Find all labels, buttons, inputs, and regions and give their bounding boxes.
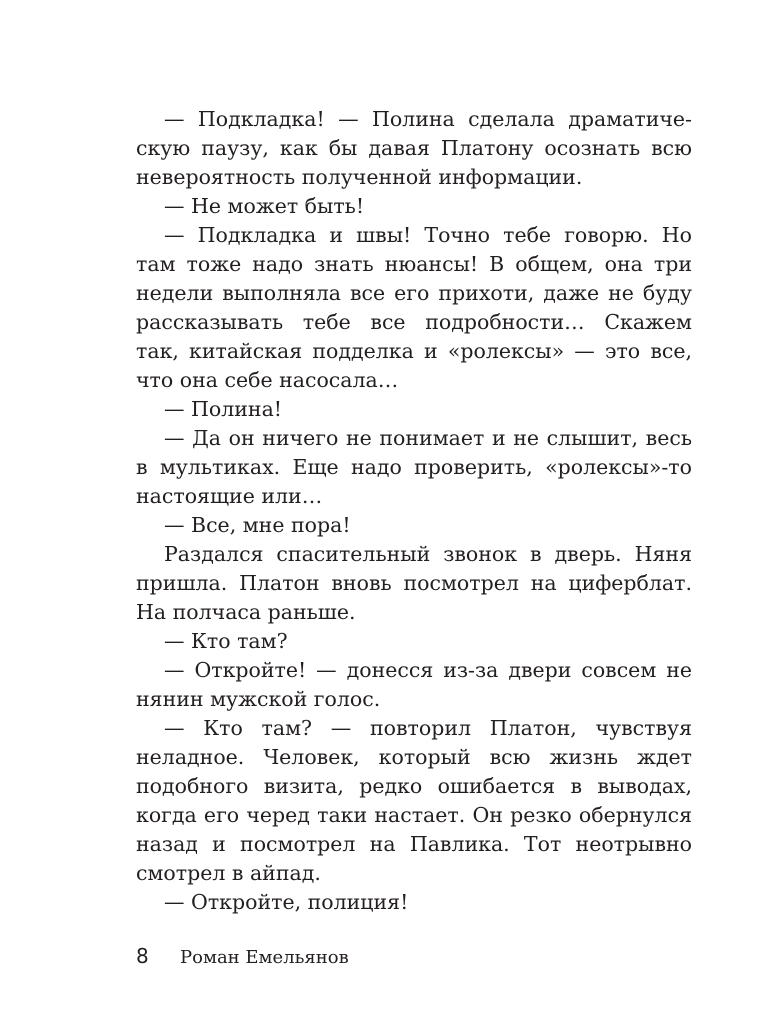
text-line-1: — Подкладка! — Полина сделала драматиче-: [164, 107, 692, 131]
text-line-14: настоящие или…: [136, 484, 323, 508]
running-head-author: Роман Емельянов: [180, 947, 349, 968]
text-line-11: — Полина!: [164, 397, 283, 421]
text-line-22: — Кто там? — повторил Платон, чувствуя: [164, 716, 692, 740]
page-number: 8: [136, 944, 149, 968]
text-line-7: недели выполняла все его прихоти, даже не буду: [136, 281, 692, 305]
text-line-9: так, китайская подделка и «ролексы» — это все,: [136, 339, 692, 363]
text-line-6: там тоже надо знать нюансы! В общем, она три: [136, 252, 692, 276]
text-line-15: — Все, мне пора!: [164, 513, 351, 537]
text-line-18: На полчаса раньше.: [136, 600, 356, 624]
text-line-25: когда его черед таки настает. Он резко обернулся: [136, 803, 692, 827]
text-line-26: назад и посмотрел на Павлика. Тот неотрывно: [136, 832, 692, 856]
text-line-10: что она себе насосала…: [136, 368, 399, 392]
text-line-27: смотрел в айпад.: [136, 861, 321, 885]
text-line-8: рассказывать тебе все подробности… Скажем: [136, 310, 692, 334]
text-line-24: подобного визита, редко ошибается в выводах,: [136, 774, 692, 798]
text-line-17: пришла. Платон вновь посмотрел на циферблат.: [136, 571, 692, 595]
page-footer: [136, 941, 349, 971]
text-line-13: в мультиках. Еще надо проверить, «ролексы»-то: [136, 455, 692, 479]
text-line-4: — Не может быть!: [164, 194, 365, 218]
text-line-20: — Откройте! — донесся из-за двери совсем не: [164, 658, 692, 682]
body-text: [136, 105, 692, 917]
text-line-12: — Да он ничего не понимает и не слышит, весь: [164, 426, 692, 450]
text-line-21: нянин мужской голос.: [136, 687, 381, 711]
text-line-23: неладное. Человек, который всю жизнь ждет: [136, 745, 692, 769]
text-line-28: — Откройте, полиция!: [164, 890, 409, 914]
text-line-16: Раздался спасительный звонок в дверь. Няня: [164, 542, 692, 566]
text-line-19: — Кто там?: [164, 629, 288, 653]
text-line-5: — Подкладка и швы! Точно тебе говорю. Но: [164, 223, 692, 247]
text-line-2: скую паузу, как бы давая Платону осознать всю: [136, 136, 692, 160]
text-line-3: невероятность полученной информации.: [136, 165, 583, 189]
